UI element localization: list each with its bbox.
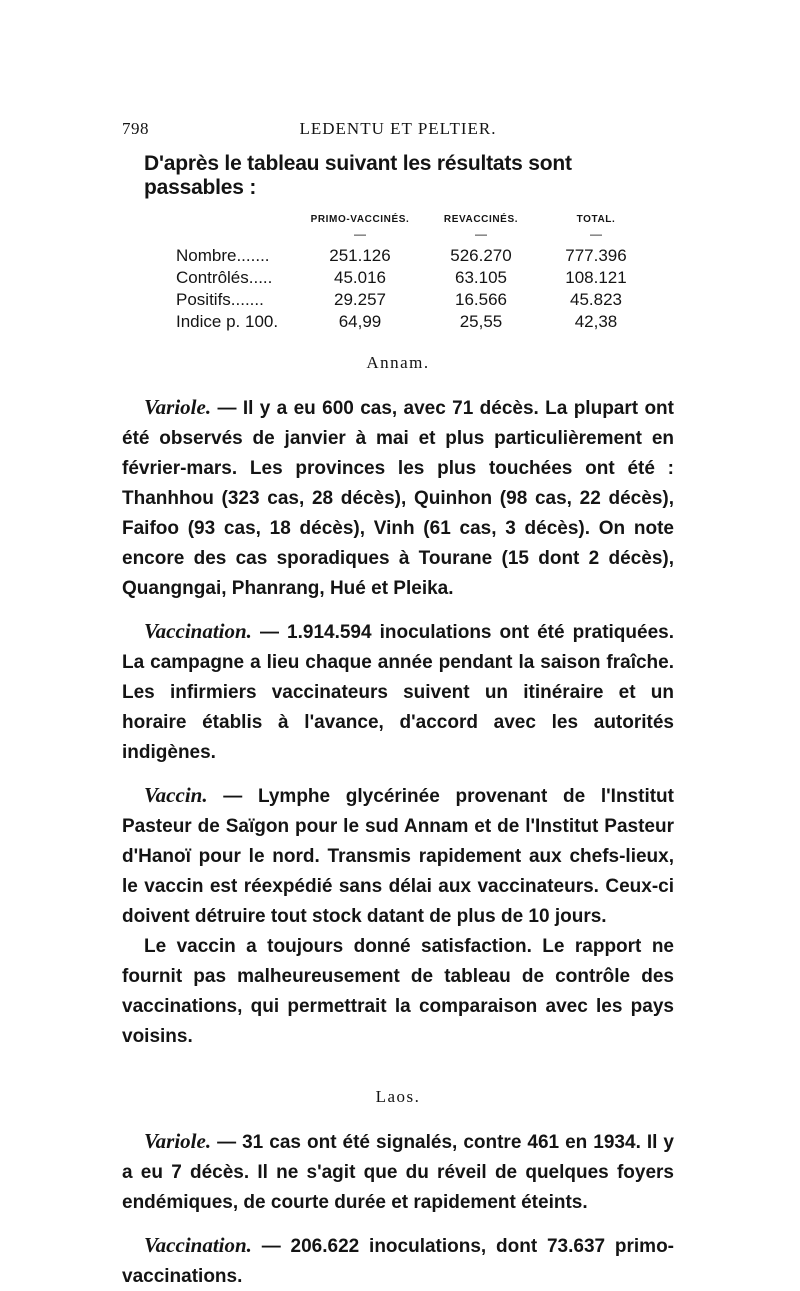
document-page: [122, 116, 674, 1291]
paragraph-lead: Vaccin.: [144, 783, 208, 807]
section-title-annam: Annam.: [366, 353, 430, 372]
table-corner: [176, 214, 294, 227]
paragraph-annam-vaccination: [122, 617, 674, 767]
table-cell: 526.270: [450, 246, 512, 265]
dash-mark: —: [475, 227, 487, 241]
paragraph-lead: Vaccination.: [144, 1233, 252, 1257]
table-cell: 108.121: [565, 268, 627, 287]
paragraph-text: — 31 cas ont été signalés, contre 461 en 1934. Il y a eu 7 décès. Il ne s'agit que du réveil de quelques foyers endémiques, de courte durée et rapidement éteints.: [122, 1132, 674, 1213]
row-label: Nombre.......: [176, 246, 270, 265]
paragraph-lead: Variole.: [144, 395, 212, 419]
results-table: [176, 214, 656, 333]
intro-sentence: D'après le tableau suivant les résultats sont passables :: [144, 152, 572, 199]
paragraph-lead: Variole.: [144, 1129, 212, 1153]
page-header: [122, 116, 674, 146]
table-cell: 64,99: [338, 312, 382, 331]
table-cell: 63.105: [455, 268, 507, 287]
paragraph-laos-vaccination: [122, 1231, 674, 1291]
table-row: [176, 267, 656, 289]
page-number: 798: [122, 119, 149, 138]
dash-mark: —: [590, 227, 602, 241]
row-label: Positifs.......: [176, 290, 264, 309]
paragraph-annam-vaccin-2: [122, 931, 674, 1051]
table-row: [176, 245, 656, 267]
column-header: TOTAL.: [576, 214, 616, 225]
paragraph-text: — 206.622 inoculations, dont 73.637 primo-vaccinations.: [122, 1236, 674, 1287]
table-cell: 29.257: [334, 290, 386, 309]
running-title: LEDENTU ET PELTIER.: [299, 119, 497, 138]
table-cell: 251.126: [329, 246, 391, 265]
table-dash-row: [176, 227, 656, 245]
section-title-laos: Laos.: [375, 1087, 421, 1106]
paragraph-text: — 1.914.594 inoculations ont été pratiquées. La campagne a lieu chaque année pendant la saison fraîche. Les infirmiers vaccinateurs suivent un itinéraire et un horaire établis à l'avance, d'accord avec les autorités indigènes.: [122, 622, 674, 763]
row-label: Contrôlés.....: [176, 268, 273, 287]
table-cell: 45.823: [570, 290, 622, 309]
table-cell: 777.396: [565, 246, 627, 265]
table-cell: 25,55: [459, 312, 503, 331]
table-cell: 42,38: [574, 312, 618, 331]
table-row: [176, 311, 656, 333]
paragraph-annam-variole: [122, 393, 674, 603]
paragraph-text: Le vaccin a toujours donné satisfaction. Le rapport ne fournit pas malheureusement de tableau de contrôle des vaccinations, qui permettrait la comparaison avec les pays voisins.: [122, 936, 674, 1047]
column-header: PRIMO-VACCINÉS.: [310, 214, 410, 225]
paragraph-laos-variole: [122, 1127, 674, 1217]
table-header-row: [176, 214, 656, 227]
table-cell: 16.566: [455, 290, 507, 309]
table-cell: 45.016: [334, 268, 386, 287]
paragraph-annam-vaccin: [122, 781, 674, 931]
dash-mark: —: [354, 227, 366, 241]
row-label: Indice p. 100.: [176, 312, 279, 331]
table-row: [176, 289, 656, 311]
paragraph-lead: Vaccination.: [144, 619, 252, 643]
column-header: REVACCINÉS.: [443, 214, 519, 225]
paragraph-text: — Lymphe glycérinée provenant de l'Institut Pasteur de Saïgon pour le sud Annam et de l'Institut Pasteur d'Hanoï pour le nord. Transmis rapidement aux chefs-lieux, le vaccin est réexpédié sans délai aux vaccinateurs. Ceux-ci doivent détruire tout stock datant de plus de 10 jours.: [122, 786, 674, 927]
paragraph-text: — Il y a eu 600 cas, avec 71 décès. La plupart ont été observés de janvier à mai et plus particulièrement en février-mars. Les provinces les plus touchées ont été : Thanhhou (323 cas, 28 décès), Quinhon (98 cas, 22 décès), Faifoo (93 cas, 18 décès), Vinh (61 cas, 3 décès). On note encore des cas sporadiques à Tourane (15 dont 2 décès), Quangngai, Phanrang, Hué et Pleika.: [122, 398, 674, 599]
